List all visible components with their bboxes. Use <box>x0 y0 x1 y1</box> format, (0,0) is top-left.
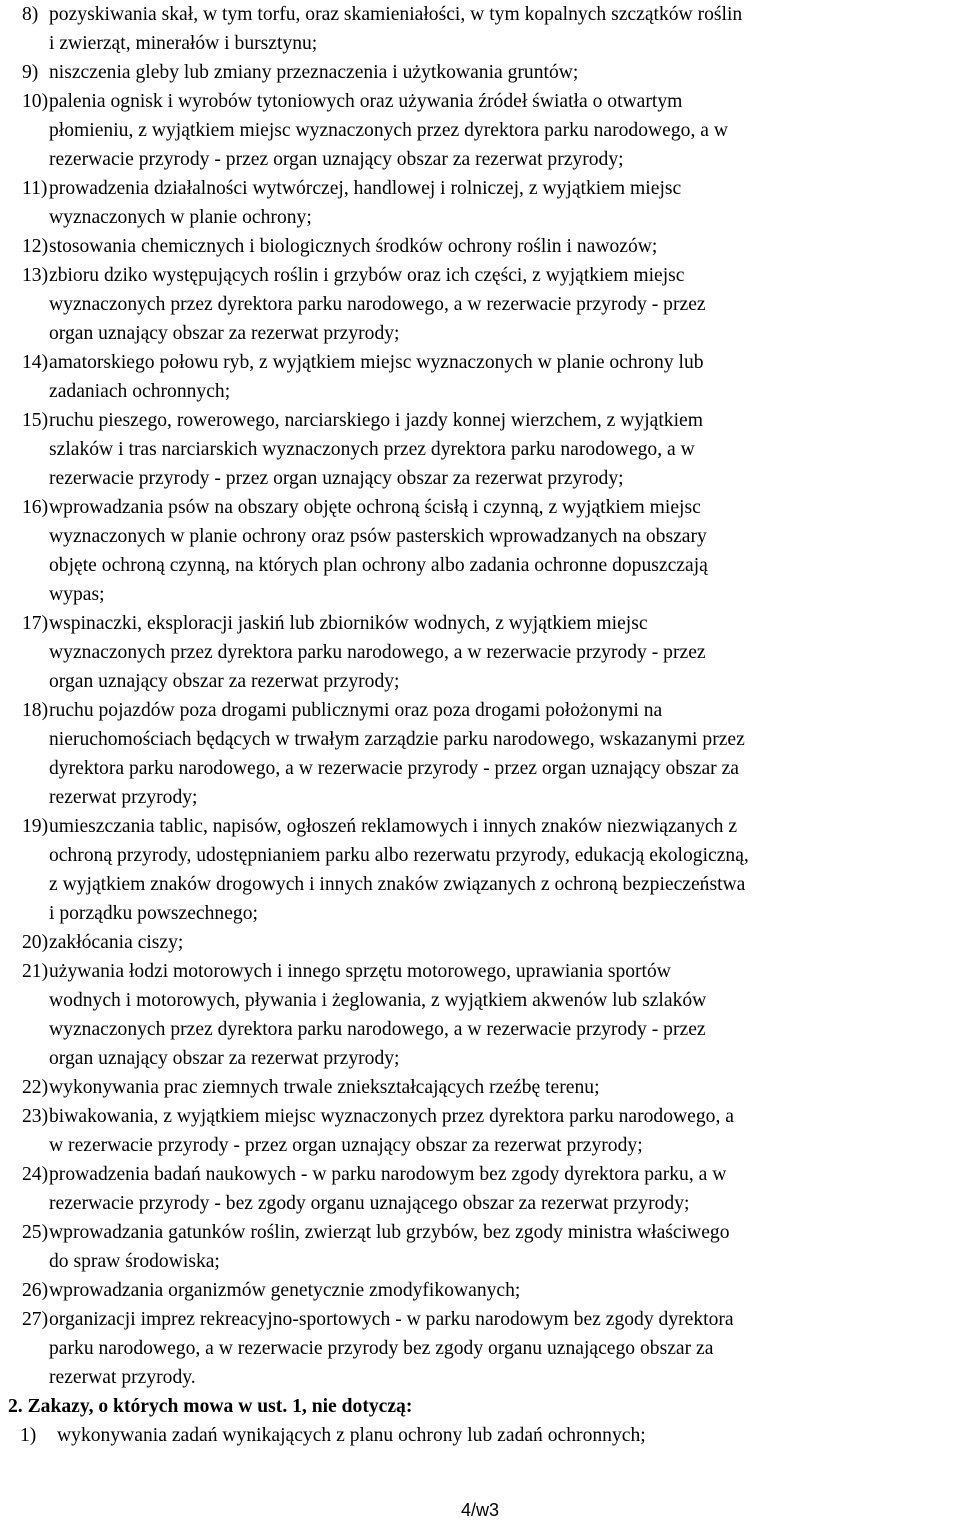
list-item-text-line: organizacji imprez rekreacyjno-sportowych - w parku narodowym bez zgody dyrektora <box>49 1309 734 1330</box>
list-item-number: 13) <box>22 265 49 286</box>
list-item-number: 23) <box>22 1106 49 1127</box>
list-item-number: 16) <box>22 497 49 518</box>
list-item-number: 22) <box>22 1077 49 1098</box>
list-item-text-line: wyznaczonych przez dyrektora parku narodowego, a w rezerwacie przyrody - przez <box>49 294 706 315</box>
list-item-number: 25) <box>22 1222 49 1243</box>
list-item-text-line: nieruchomościach będących w trwałym zarządzie parku narodowego, wskazanymi przez <box>49 729 745 750</box>
list-item-text-line: wyznaczonych w planie ochrony oraz psów pasterskich wprowadzanych na obszary <box>49 526 707 547</box>
list-item <box>22 174 960 232</box>
list-item-text-line: wprowadzania gatunków roślin, zwierząt lub grzybów, bez zgody ministra właściwego <box>49 1222 730 1243</box>
list-item-text-line: wyznaczonych w planie ochrony; <box>49 207 312 228</box>
list-item-text-line: pozyskiwania skał, w tym torfu, oraz skamieniałości, w tym kopalnych szczątków roślin <box>49 4 743 25</box>
list-item-number: 12) <box>22 236 49 257</box>
list-item-text-line: dyrektora parku narodowego, a w rezerwacie przyrody - przez organ uznający obszar za <box>49 758 739 779</box>
list-item-number: 10) <box>22 91 49 112</box>
list-item-text-line: zbioru dziko występujących roślin i grzybów oraz ich części, z wyjątkiem miejsc <box>49 265 685 286</box>
section-2-heading: 2. Zakazy, o których mowa w ust. 1, nie dotyczą: <box>8 1396 413 1417</box>
list-item-text-line: szlaków i tras narciarskich wyznaczonych przez dyrektora parku narodowego, a w <box>49 439 695 460</box>
list-item <box>22 928 960 957</box>
list-item-number: 27) <box>22 1309 49 1330</box>
list-item <box>22 696 960 812</box>
list-item-number: 1) <box>20 1425 37 1446</box>
list-item-number: 17) <box>22 613 49 634</box>
list-item-text-line: ochroną przyrody, udostępnianiem parku albo rezerwatu przyrody, edukacją ekologiczną, <box>49 845 749 866</box>
list-item <box>22 348 960 406</box>
list-item-text-line: stosowania chemicznych i biologicznych środków ochrony roślin i nawozów; <box>49 236 658 257</box>
list-item-text-line: wyznaczonych przez dyrektora parku narodowego, a w rezerwacie przyrody - przez <box>49 1019 706 1040</box>
list-item-text-line: wspinaczki, eksploracji jaskiń lub zbiorników wodnych, z wyjątkiem miejsc <box>49 613 648 634</box>
list-item-text-line: wypas; <box>49 584 105 605</box>
list-item-text-line: zadaniach ochronnych; <box>49 381 231 402</box>
list-item-text-line: rezerwat przyrody; <box>49 787 198 808</box>
list-item <box>22 812 960 928</box>
list-item-number: 24) <box>22 1164 49 1185</box>
prohibitions-list <box>22 0 960 1392</box>
list-item-text-line: parku narodowego, a w rezerwacie przyrody bez zgody organu uznającego obszar za <box>49 1338 714 1359</box>
list-item-text-line: ruchu pieszego, rowerowego, narciarskiego i jazdy konnej wierzchem, z wyjątkiem <box>49 410 703 431</box>
list-item <box>20 1421 940 1450</box>
list-item-text-line: wykonywania prac ziemnych trwale zniekształcających rzeźbę terenu; <box>49 1077 600 1098</box>
list-item <box>22 87 960 174</box>
list-item-number: 15) <box>22 410 49 431</box>
list-item-text-line: biwakowania, z wyjątkiem miejsc wyznaczonych przez dyrektora parku narodowego, a <box>49 1106 734 1127</box>
list-item-text-line: wyznaczonych przez dyrektora parku narodowego, a w rezerwacie przyrody - przez <box>49 642 706 663</box>
list-item-text-line: objęte ochroną czynną, na których plan ochrony albo zadania ochronne dopuszczają <box>49 555 708 576</box>
list-item-text-line: do spraw środowiska; <box>49 1251 220 1272</box>
list-item-text-line: ruchu pojazdów poza drogami publicznymi oraz poza drogami położonymi na <box>49 700 663 721</box>
list-item-text-line: prowadzenia badań naukowych - w parku narodowym bez zgody dyrektora parku, a w <box>49 1164 727 1185</box>
list-item-text-line: rezerwacie przyrody - bez zgody organu uznającego obszar za rezerwat przyrody; <box>49 1193 690 1214</box>
list-item-text-line: wprowadzania psów na obszary objęte ochroną ścisłą i czynną, z wyjątkiem miejsc <box>49 497 701 518</box>
list-item <box>22 261 960 348</box>
list-item <box>22 609 960 696</box>
list-item <box>22 0 960 58</box>
page-number: 4/w3 <box>460 1500 500 1520</box>
list-item-text-line: i zwierząt, minerałów i bursztynu; <box>49 33 318 54</box>
list-item <box>22 1276 960 1305</box>
list-item-number: 20) <box>22 932 49 953</box>
list-item-text-line: palenia ognisk i wyrobów tytoniowych oraz używania źródeł światła o otwartym <box>49 91 683 112</box>
list-item-text-line: amatorskiego połowu ryb, z wyjątkiem miejsc wyznaczonych w planie ochrony lub <box>49 352 704 373</box>
list-item-text-line: organ uznający obszar za rezerwat przyrody; <box>49 1048 400 1069</box>
list-item-text-line: prowadzenia działalności wytwórczej, handlowej i rolniczej, z wyjątkiem miejsc <box>49 178 682 199</box>
list-item-number: 26) <box>22 1280 49 1301</box>
list-item-number: 18) <box>22 700 49 721</box>
list-item-number: 21) <box>22 961 49 982</box>
list-item-text-line: organ uznający obszar za rezerwat przyrody; <box>49 323 400 344</box>
list-item-text-line: rezerwacie przyrody - przez organ uznający obszar za rezerwat przyrody; <box>49 468 624 489</box>
list-item <box>22 957 960 1073</box>
list-item-text-line: rezerwat przyrody. <box>49 1367 196 1388</box>
list-item <box>22 232 960 261</box>
exemptions-list <box>20 1421 940 1450</box>
list-item-text-line: rezerwacie przyrody - przez organ uznający obszar za rezerwat przyrody; <box>49 149 624 170</box>
list-item-text-line: i porządku powszechnego; <box>49 903 258 924</box>
list-item <box>22 1160 960 1218</box>
list-item-text-line: umieszczania tablic, napisów, ogłoszeń reklamowych i innych znaków niezwiązanych z <box>49 816 738 837</box>
list-item-text-line: wykonywania zadań wynikających z planu ochrony lub zadań ochronnych; <box>57 1425 646 1446</box>
list-item-text-line: używania łodzi motorowych i innego sprzętu motorowego, uprawiania sportów <box>49 961 671 982</box>
list-item-number: 19) <box>22 816 49 837</box>
list-item-number: 9) <box>22 62 39 83</box>
list-item-number: 8) <box>22 4 39 25</box>
list-item <box>22 493 960 609</box>
list-item-text-line: zakłócania ciszy; <box>49 932 184 953</box>
list-item-number: 14) <box>22 352 49 373</box>
list-item <box>22 1102 960 1160</box>
list-item-text-line: wprowadzania organizmów genetycznie zmodyfikowanych; <box>49 1280 521 1301</box>
list-item-text-line: w rezerwacie przyrody - przez organ uznający obszar za rezerwat przyrody; <box>49 1135 643 1156</box>
list-item <box>22 1073 960 1102</box>
list-item-text-line: organ uznający obszar za rezerwat przyrody; <box>49 671 400 692</box>
list-item-number: 11) <box>22 178 48 199</box>
list-item-text-line: wodnych i motorowych, pływania i żeglowania, z wyjątkiem akwenów lub szlaków <box>49 990 707 1011</box>
list-item <box>22 1305 960 1392</box>
list-item-text-line: z wyjątkiem znaków drogowych i innych znaków związanych z ochroną bezpieczeństwa <box>49 874 746 895</box>
list-item <box>22 58 960 87</box>
list-item <box>22 1218 960 1276</box>
list-item-text-line: niszczenia gleby lub zmiany przeznaczenia i użytkowania gruntów; <box>49 62 579 83</box>
list-item-text-line: płomieniu, z wyjątkiem miejsc wyznaczonych przez dyrektora parku narodowego, a w <box>49 120 728 141</box>
list-item <box>22 406 960 493</box>
